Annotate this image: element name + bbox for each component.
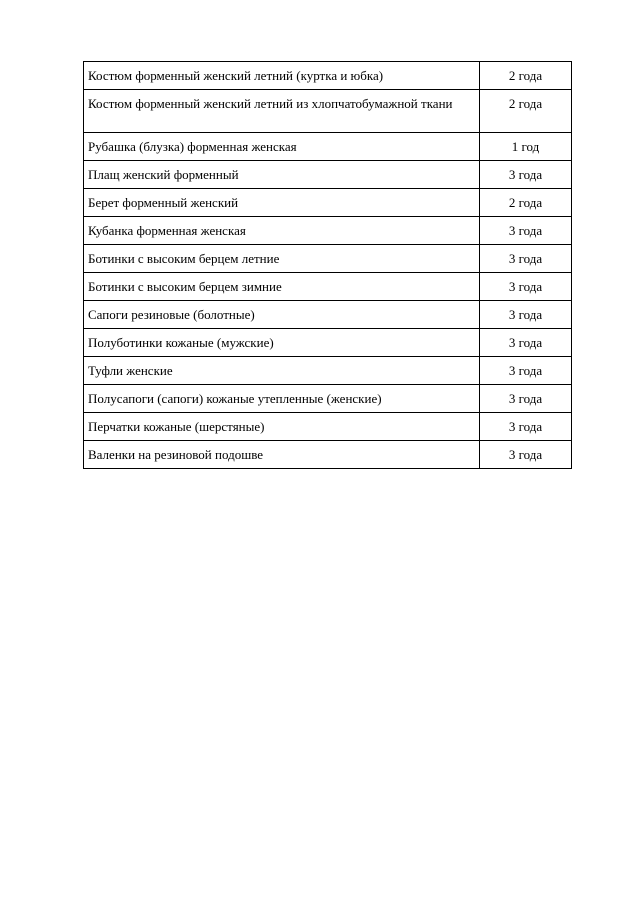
wear-term-cell: 3 года [480,273,572,301]
table-row [84,273,572,301]
table-row [84,385,572,413]
table-row [84,189,572,217]
table-row [84,62,572,90]
item-name-cell: Валенки на резиновой подошве [84,441,480,469]
item-name-cell: Рубашка (блузка) форменная женская [84,133,480,161]
item-name-cell: Костюм форменный женский летний из хлопчатобумажной ткани [84,90,480,133]
item-name-cell: Сапоги резиновые (болотные) [84,301,480,329]
table-row [84,441,572,469]
wear-term-cell: 3 года [480,329,572,357]
table-row [84,413,572,441]
wear-term-cell: 2 года [480,90,572,133]
item-name-cell: Кубанка форменная женская [84,217,480,245]
table-row [84,329,572,357]
table-row [84,301,572,329]
wear-term-cell: 3 года [480,245,572,273]
wear-term-cell: 2 года [480,62,572,90]
wear-term-cell: 3 года [480,301,572,329]
item-name-cell: Туфли женские [84,357,480,385]
item-name-cell: Перчатки кожаные (шерстяные) [84,413,480,441]
table-row [84,357,572,385]
table-row [84,245,572,273]
wear-term-cell: 3 года [480,357,572,385]
item-name-cell: Ботинки с высоким берцем летние [84,245,480,273]
table-row [84,217,572,245]
wear-term-cell: 2 года [480,189,572,217]
item-name-cell: Полуботинки кожаные (мужские) [84,329,480,357]
wear-term-cell: 1 год [480,133,572,161]
item-name-cell: Плащ женский форменный [84,161,480,189]
wear-term-cell: 3 года [480,441,572,469]
table-row [84,133,572,161]
item-name-cell: Ботинки с высоким берцем зимние [84,273,480,301]
table-row [84,90,572,133]
wear-term-cell: 3 года [480,161,572,189]
wear-term-cell: 3 года [480,385,572,413]
wear-term-cell: 3 года [480,217,572,245]
item-name-cell: Берет форменный женский [84,189,480,217]
table-row [84,161,572,189]
item-name-cell: Полусапоги (сапоги) кожаные утепленные (женские) [84,385,480,413]
wear-term-cell: 3 года [480,413,572,441]
uniform-wear-term-table [83,61,572,469]
item-name-cell: Костюм форменный женский летний (куртка и юбка) [84,62,480,90]
